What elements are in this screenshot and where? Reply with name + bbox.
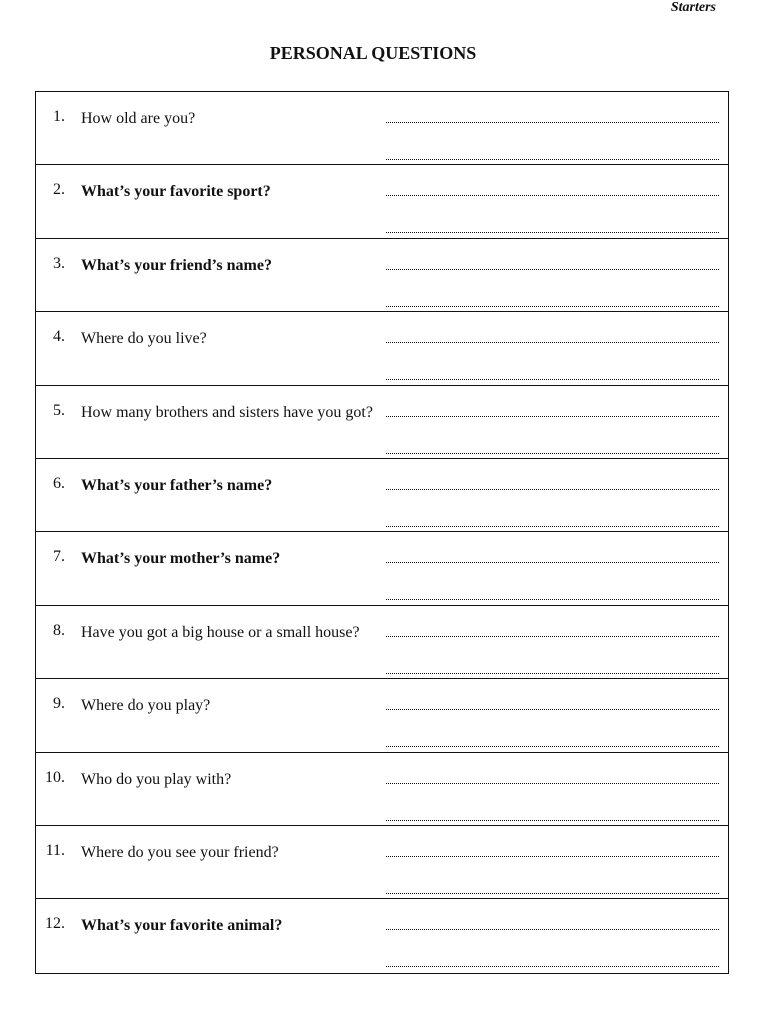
question-text: How old are you? — [81, 110, 196, 127]
questions-table — [35, 91, 729, 974]
question-number: 11. — [45, 841, 65, 859]
question-text: What’s your favorite sport? — [81, 183, 271, 201]
answer-line[interactable] — [386, 489, 719, 490]
question-text: Where do you play? — [81, 697, 211, 715]
question-number: 4. — [53, 328, 65, 346]
question-row — [36, 386, 728, 459]
question-row — [36, 165, 728, 238]
answer-line[interactable] — [386, 746, 719, 747]
answer-line[interactable] — [386, 599, 719, 600]
question-number: 6. — [53, 474, 65, 492]
question-row — [36, 826, 728, 899]
question-row — [36, 459, 728, 532]
answer-line[interactable] — [386, 269, 719, 270]
answer-line[interactable] — [386, 306, 719, 307]
question-text: What’s your mother’s name? — [81, 550, 281, 568]
question-row — [36, 899, 728, 972]
question-row — [36, 239, 728, 312]
question-row — [36, 532, 728, 605]
question-row — [36, 679, 728, 752]
answer-line[interactable] — [386, 783, 719, 784]
answer-line[interactable] — [386, 929, 719, 930]
question-text: Who do you play with? — [81, 770, 232, 788]
question-text: What’s your father’s name? — [81, 476, 273, 494]
question-row — [36, 312, 728, 385]
question-row — [36, 92, 728, 165]
answer-line[interactable] — [386, 856, 719, 857]
question-number: 10. — [45, 768, 65, 786]
answer-line[interactable] — [386, 159, 719, 160]
question-number: 9. — [53, 695, 65, 713]
page-title: PERSONAL QUESTIONS — [269, 43, 477, 63]
answer-line[interactable] — [386, 893, 719, 894]
question-row — [36, 606, 728, 679]
question-number: 7. — [53, 548, 65, 566]
answer-line[interactable] — [386, 709, 719, 710]
answer-line[interactable] — [386, 342, 719, 343]
question-text: Where do you see your friend? — [81, 843, 279, 861]
answer-line[interactable] — [386, 673, 719, 674]
answer-line[interactable] — [386, 195, 719, 196]
question-text: What’s your favorite animal? — [81, 917, 283, 935]
question-text: Have you got a big house or a small house? — [81, 623, 360, 641]
answer-line[interactable] — [386, 966, 719, 967]
question-row — [36, 753, 728, 826]
question-number: 3. — [53, 254, 65, 272]
question-number: 12. — [45, 915, 65, 933]
question-number: 8. — [53, 621, 65, 639]
question-text: Where do you live? — [81, 330, 207, 348]
answer-line[interactable] — [386, 379, 719, 380]
answer-line[interactable] — [386, 416, 719, 417]
answer-line[interactable] — [386, 636, 719, 637]
starters-label: Starters — [670, 0, 716, 15]
answer-line[interactable] — [386, 453, 719, 454]
question-number: 1. — [53, 108, 65, 125]
answer-line[interactable] — [386, 562, 719, 563]
question-number: 2. — [53, 181, 65, 199]
question-number: 5. — [53, 401, 65, 419]
question-text: What’s your friend’s name? — [81, 256, 272, 274]
answer-line[interactable] — [386, 122, 719, 123]
answer-line[interactable] — [386, 820, 719, 821]
answer-line[interactable] — [386, 526, 719, 527]
question-text: How many brothers and sisters have you got? — [81, 403, 373, 421]
answer-line[interactable] — [386, 232, 719, 233]
